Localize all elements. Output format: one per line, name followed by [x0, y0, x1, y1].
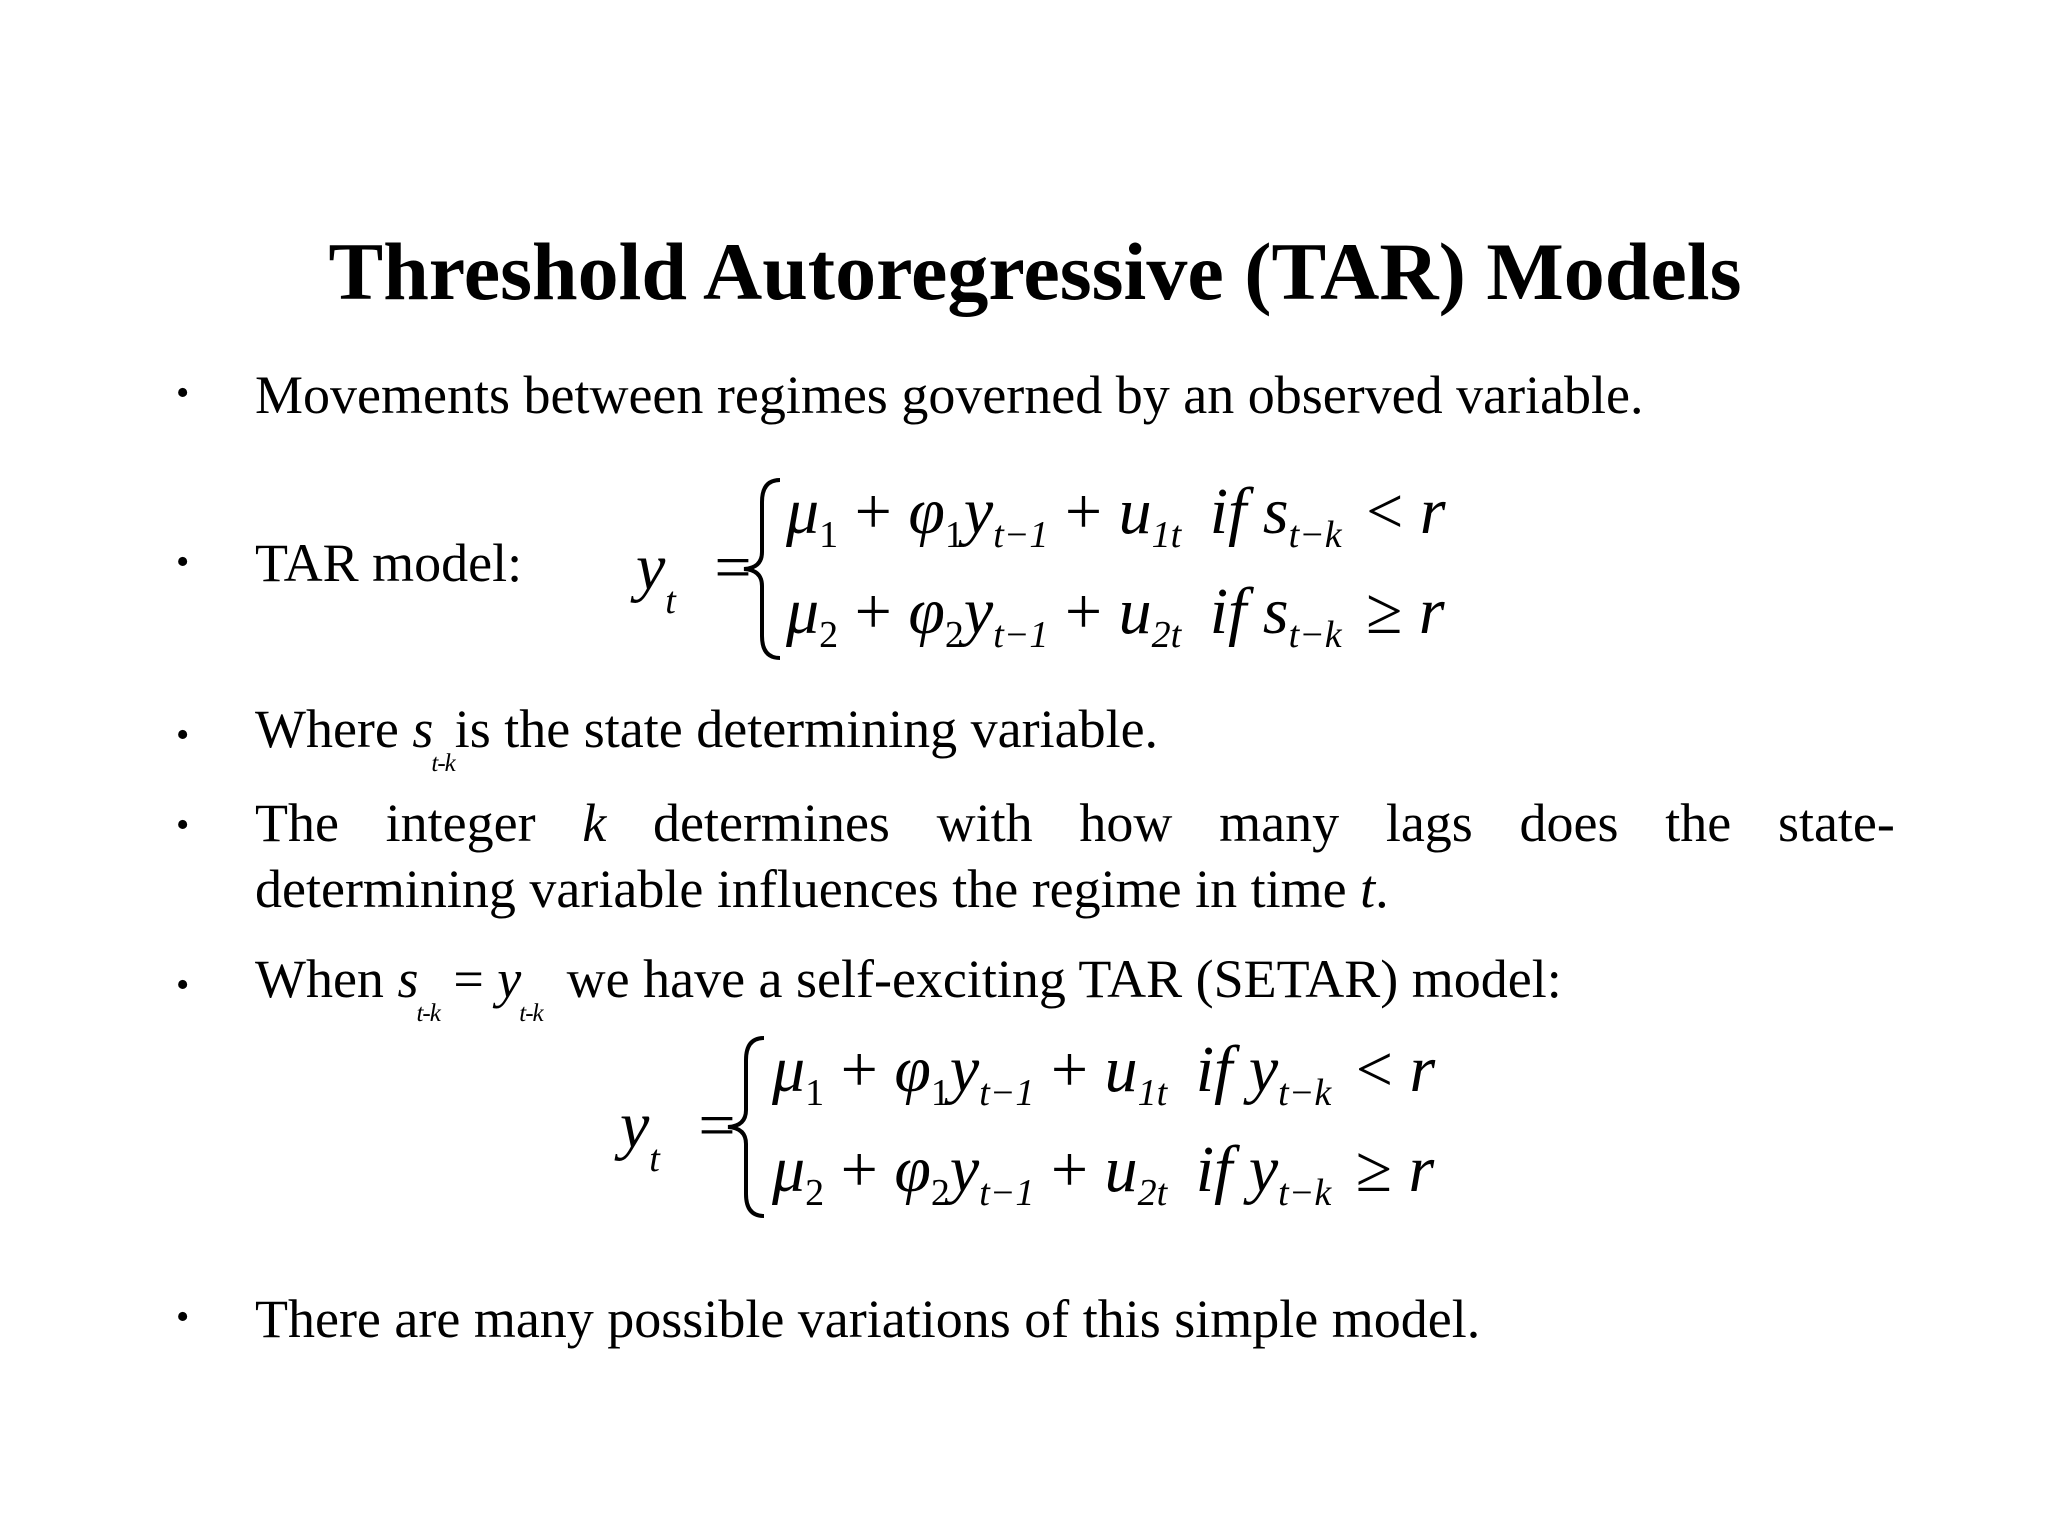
bullet-1-dot: • — [176, 372, 190, 414]
tar-lhs-var: y — [636, 531, 666, 604]
tar-case-2 — [786, 574, 1445, 656]
plus-sign: + — [1064, 475, 1103, 548]
tar-brace — [738, 476, 788, 662]
if-word: if — [1209, 475, 1247, 548]
bullet-1-text: Movements between regimes governed by an observed variable. — [255, 365, 1644, 425]
bullet-3-suffix: is the state determining variable. — [454, 699, 1159, 759]
setar-brace — [722, 1034, 772, 1220]
y-var: y — [949, 1133, 980, 1206]
bullet-2-dot: • — [176, 541, 190, 583]
phi-symbol: φ — [908, 575, 945, 648]
mu-sub: 1 — [819, 514, 839, 556]
plus-sign: + — [1064, 575, 1103, 648]
phi-sub: 2 — [944, 614, 964, 656]
setar-lhs-var: y — [620, 1089, 650, 1162]
state-var: s — [412, 699, 434, 759]
plus-sign: + — [1050, 1133, 1089, 1206]
less-than-sign: < — [1355, 1033, 1393, 1106]
period: . — [1375, 859, 1389, 919]
cond-sub: t−k — [1278, 1072, 1332, 1114]
word: does — [1519, 793, 1619, 853]
y-var: y — [949, 1033, 980, 1106]
bullet-6-text: There are many possible variations of this simple model. — [255, 1289, 1481, 1349]
slide-title: Threshold Autoregressive (TAR) Models — [328, 226, 1742, 317]
threshold-r: r — [1409, 1033, 1436, 1106]
threshold-r: r — [1418, 575, 1445, 648]
word: The — [255, 793, 339, 853]
phi-symbol: φ — [908, 475, 945, 548]
threshold-r: r — [1408, 1133, 1435, 1206]
cond-var: s — [1262, 475, 1289, 548]
bullet-5-text — [255, 946, 1562, 1027]
bullet-4-line-2 — [255, 856, 1895, 922]
mu-symbol: μ — [786, 475, 820, 548]
bullet-4-line-1 — [255, 790, 1895, 856]
setar-lhs — [620, 1088, 736, 1180]
word: how — [1079, 793, 1173, 853]
tar-lhs — [636, 530, 752, 622]
if-word: if — [1195, 1033, 1233, 1106]
cond-var: y — [1248, 1133, 1279, 1206]
tar-equals: = — [714, 531, 752, 604]
bullet-3-prefix: Where — [255, 699, 413, 759]
y-sub: t−1 — [979, 1072, 1035, 1114]
word: with — [936, 793, 1033, 853]
u-sub: 2t — [1137, 1172, 1168, 1214]
word: determines — [653, 793, 890, 853]
u-var: u — [1104, 1133, 1138, 1206]
u-var: u — [1104, 1033, 1138, 1106]
u-var: u — [1118, 475, 1152, 548]
plus-sign: + — [854, 475, 892, 548]
word: many — [1219, 793, 1340, 853]
setar-equals: = — [698, 1089, 736, 1162]
phi-sub: 1 — [944, 514, 964, 556]
y-var: y — [497, 949, 522, 1009]
phi-sub: 1 — [930, 1072, 950, 1114]
state-var-sub: t-k — [431, 750, 455, 777]
tar-lhs-sub: t — [665, 580, 676, 622]
word-k: k — [582, 793, 607, 853]
threshold-r: r — [1419, 475, 1446, 548]
tar-case-1 — [786, 474, 1446, 556]
mu-sub: 1 — [805, 1072, 825, 1114]
word: integer — [385, 793, 536, 853]
bullet-6-dot: • — [176, 1296, 190, 1338]
word: state- — [1777, 793, 1895, 853]
setar-case-2 — [772, 1132, 1435, 1214]
y-sub: t−1 — [993, 614, 1049, 656]
bullet-2-label: TAR model: — [255, 533, 523, 593]
mu-symbol: μ — [772, 1033, 806, 1106]
setar-case-1 — [772, 1032, 1436, 1114]
bullet-4-text — [255, 790, 1895, 922]
u-sub: 2t — [1151, 614, 1182, 656]
plus-sign: + — [840, 1033, 878, 1106]
u-sub: 1t — [1151, 514, 1182, 556]
cond-sub: t−k — [1278, 1172, 1332, 1214]
state-var-sub: t-k — [416, 1000, 440, 1027]
bullet-5-suffix: we have a self-exciting TAR (SETAR) model: — [566, 949, 1562, 1009]
plus-sign: + — [854, 575, 892, 648]
equals-sign: = — [439, 949, 498, 1009]
geq-sign: ≥ — [1355, 1133, 1392, 1206]
u-sub: 1t — [1137, 1072, 1168, 1114]
bullet-4-dot: • — [176, 804, 190, 846]
cond-var: s — [1262, 575, 1289, 648]
mu-symbol: μ — [786, 575, 820, 648]
phi-symbol: φ — [894, 1133, 931, 1206]
mu-sub: 2 — [805, 1172, 825, 1214]
cond-sub: t−k — [1288, 514, 1342, 556]
state-var: s — [397, 949, 419, 1009]
less-than-sign: < — [1366, 475, 1404, 548]
plus-sign: + — [840, 1133, 878, 1206]
bullet-5-dot: • — [176, 964, 190, 1006]
y-var: y — [963, 475, 994, 548]
mu-sub: 2 — [819, 614, 839, 656]
word: the — [1665, 793, 1732, 853]
bullet-3-text — [255, 696, 1159, 777]
y-var: y — [963, 575, 994, 648]
if-word: if — [1195, 1133, 1233, 1206]
phi-symbol: φ — [894, 1033, 931, 1106]
bullet-3-dot: • — [176, 714, 190, 756]
cond-sub: t−k — [1288, 614, 1342, 656]
mu-symbol: μ — [772, 1133, 806, 1206]
y-sub: t−1 — [979, 1172, 1035, 1214]
y-sub: t−1 — [993, 514, 1049, 556]
if-word: if — [1209, 575, 1247, 648]
y-var-sub: t-k — [519, 1000, 543, 1027]
word: lags — [1385, 793, 1473, 853]
bullet-4-line-2-text: determining variable influences the regime in time — [255, 859, 1361, 919]
time-var: t — [1360, 859, 1376, 919]
bullet-5-prefix: When — [255, 949, 398, 1009]
geq-sign: ≥ — [1366, 575, 1403, 648]
plus-sign: + — [1050, 1033, 1089, 1106]
phi-sub: 2 — [930, 1172, 950, 1214]
u-var: u — [1118, 575, 1152, 648]
cond-var: y — [1248, 1033, 1279, 1106]
setar-lhs-sub: t — [649, 1138, 660, 1180]
